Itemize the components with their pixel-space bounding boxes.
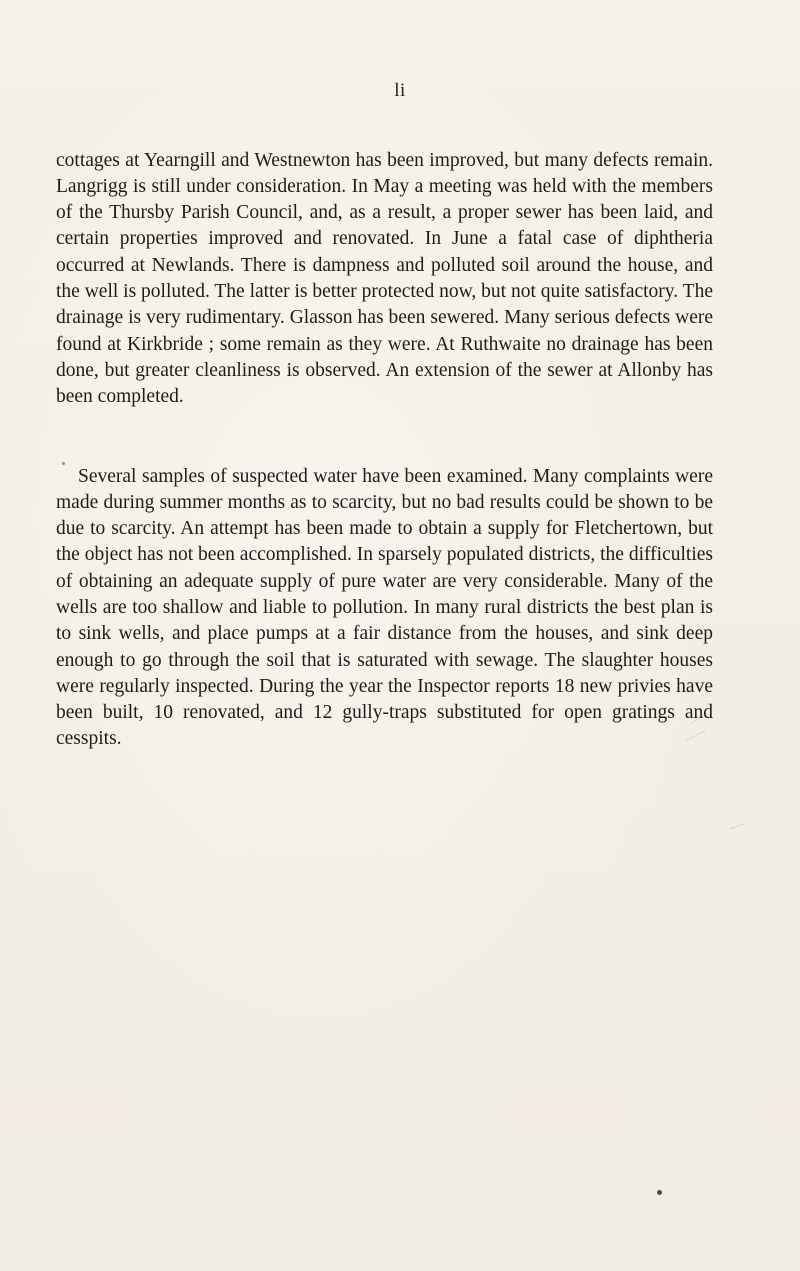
ink-speck [657,1190,662,1195]
paragraph-water-supply-text: Several samples of suspected water have been examined. Many complaints were made during summer months as to scarcity, but no bad results could be shown to be due to scarcity. An attempt has been made to obtain a supply for Fletchertown, but the object has not been accomplished. In sparsely populated districts, the difficulties of obtaining an adequate supply of pure water are very considerable. Many of the wells are too shallow and liable to pollution. In many rural districts the best plan is to sink wells, and place pumps at a fair distance from the houses, and sink deep enough to go through the soil that is saturated with sewage. The slaughter houses were regularly inspected. During the year the Inspector reports 18 new privies have been built, 10 renovated, and 12 gully-traps substituted for open gratings and cesspits. [56,465,713,750]
page-number: li [394,80,406,101]
paragraph-water-supply [56,464,713,753]
ink-speck [62,462,65,465]
paper-mark [730,824,743,830]
paragraph-sanitation-improvements: cottages at Yearngill and Westnewton has been improved, but many defects remain. Langrigg is still under consideration. In May a meeting was held with the members of the Thursby Parish Council, and, as a result, a proper sewer has been laid, and certain properties improved and renovated. In June a fatal case of diphtheria occurred at Newlands. There is dampness and polluted soil around the house, and the well is polluted. The latter is better protected now, but not quite satisfactory. The drainage is very rudimentary. Glasson has been sewered. Many serious defects were found at Kirkbride ; some remain as they were. At Ruthwaite no drainage has been done, but greater cleanliness is observed. An extension of the sewer at Allonby has been completed. [56,149,713,408]
